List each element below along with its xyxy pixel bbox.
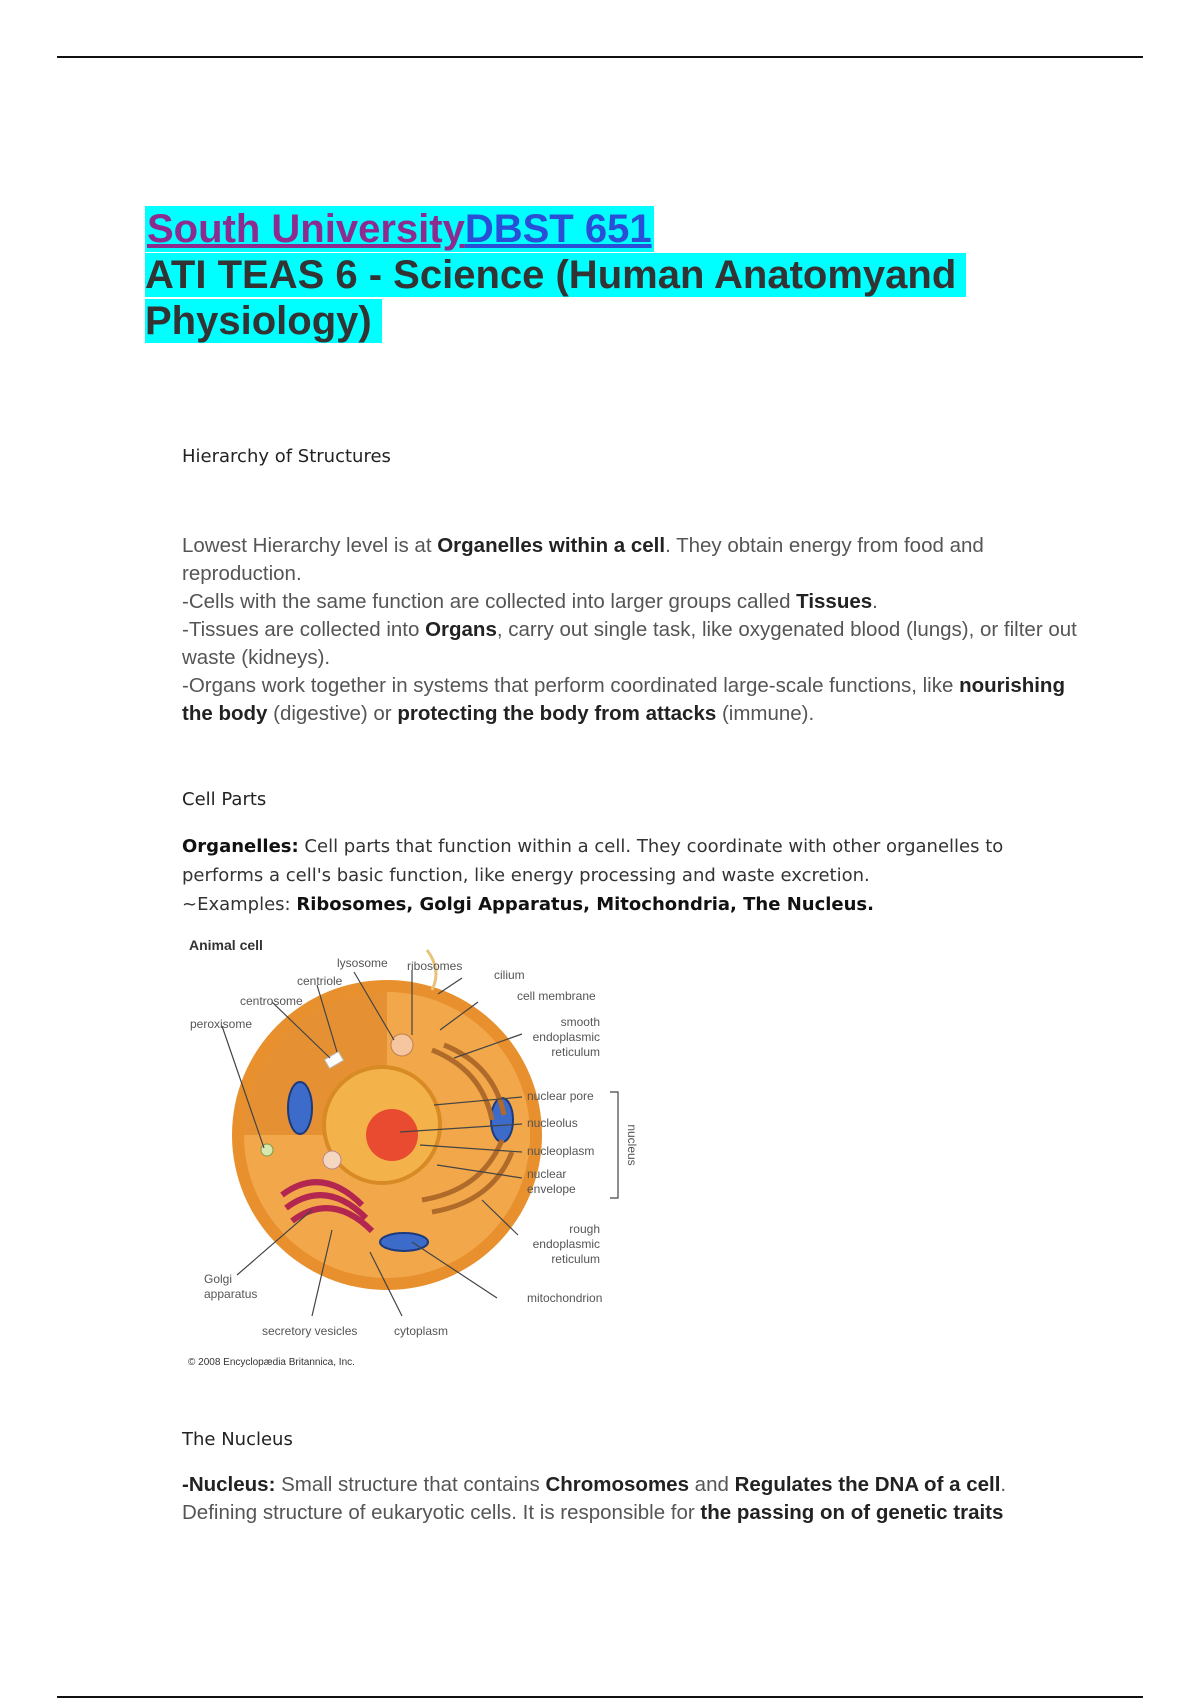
bold-text: Chromosomes: [545, 1473, 689, 1496]
label-peroxisome: peroxisome: [190, 1017, 253, 1031]
text: , carry out single task, like oxygenated blood (lungs), or filter out waste (kidneys).: [182, 618, 1077, 669]
copyright-text: © 2008 Encyclopædia Britannica, Inc.: [188, 1357, 355, 1368]
text: . Defining structure of eukaryotic cells. It is responsible for: [182, 1473, 1007, 1524]
figure-title: Animal cell: [189, 937, 263, 953]
title-line-2: Physiology): [145, 299, 382, 343]
section-heading-hierarchy: Hierarchy of Structures: [182, 446, 391, 467]
text: .: [872, 590, 878, 613]
label-nucleoplasm: nucleoplasm: [527, 1144, 595, 1158]
lysosome-shape: [391, 1034, 413, 1056]
text: (digestive) or: [267, 702, 398, 725]
course-code-link[interactable]: DBST 651: [464, 207, 652, 251]
text: and: [688, 1473, 735, 1496]
label-rough-er-1: rough: [569, 1222, 600, 1236]
label-cytoplasm: cytoplasm: [394, 1324, 449, 1338]
text: ~Examples:: [182, 894, 297, 915]
label-golgi-2: apparatus: [204, 1287, 258, 1301]
text: -Tissues are collected into: [182, 618, 426, 641]
bold-text: Tissues: [796, 590, 873, 613]
label-cilium: cilium: [494, 968, 525, 982]
label-smooth-er-2: endoplasmic: [532, 1030, 600, 1044]
bold-text: Ribosomes, Golgi Apparatus, Mitochondria, The Nucleus.: [296, 894, 874, 915]
label-cell-membrane: cell membrane: [517, 989, 596, 1003]
label-nucleolus: nucleolus: [527, 1116, 578, 1130]
text: (immune).: [716, 702, 815, 725]
top-rule: [57, 56, 1143, 58]
label-nucleus: nucleus: [625, 1124, 639, 1166]
mitochondrion-shape: [288, 1082, 312, 1134]
school-link[interactable]: South University: [147, 207, 465, 251]
nucleolus-shape: [366, 1109, 418, 1161]
text: -Cells with the same function are collected into larger groups called: [182, 590, 797, 613]
hierarchy-paragraph: [182, 532, 1082, 728]
label-centriole: centriole: [297, 974, 343, 988]
bold-text: protecting the body from attacks: [397, 702, 717, 725]
section-heading-nucleus: The Nucleus: [182, 1429, 293, 1450]
label-secretory-vesicles: secretory vesicles: [262, 1324, 358, 1338]
label-rough-er-2: endoplasmic: [532, 1237, 600, 1251]
text: -Organs work together in systems that perform coordinated large-scale functions, like: [182, 674, 960, 697]
title-line-1: ATI TEAS 6 - Science (Human Anatomyand: [145, 253, 966, 297]
label-lysosome: lysosome: [337, 956, 388, 970]
nucleus-bracket: [610, 1092, 618, 1198]
document-title: [145, 252, 966, 344]
label-mitochondrion: mitochondrion: [527, 1291, 603, 1305]
animal-cell-figure: [182, 930, 692, 1375]
label-smooth-er-3: reticulum: [551, 1045, 600, 1059]
text: Cell parts that function within a cell. They coordinate with other organelles to performs a cell's basic function, like energy processing and waste excretion.: [182, 836, 1004, 886]
text: . They obtain energy from food and reproduction.: [182, 534, 984, 585]
vesicle-shape: [323, 1151, 341, 1169]
text: Small structure that contains: [275, 1473, 546, 1496]
animal-cell-diagram: [182, 930, 692, 1375]
label-golgi-1: Golgi: [204, 1272, 233, 1286]
bold-text: Organs: [425, 618, 497, 641]
bold-text: Organelles:: [182, 836, 299, 857]
label-smooth-er-1: smooth: [560, 1015, 600, 1029]
bold-text: -Nucleus:: [182, 1473, 276, 1496]
course-line: [145, 206, 654, 252]
bold-text: Regulates the DNA of a cell: [734, 1473, 1001, 1496]
label-nuclear-envelope-1: nuclear: [527, 1167, 567, 1181]
document-header: [145, 206, 966, 344]
bottom-rule: [57, 1696, 1143, 1698]
cell-parts-paragraph: [182, 832, 1082, 919]
label-centrosome: centrosome: [240, 994, 303, 1008]
bold-text: Organelles within a cell: [437, 534, 666, 557]
bold-text: the passing on of genetic traits: [700, 1501, 1004, 1524]
nucleus-paragraph: [182, 1471, 1082, 1527]
label-ribosomes: ribosomes: [407, 959, 463, 973]
bold-text: nourishing the body: [182, 674, 1065, 725]
section-heading-cell-parts: Cell Parts: [182, 789, 267, 810]
label-nuclear-pore: nuclear pore: [527, 1089, 594, 1103]
label-rough-er-3: reticulum: [551, 1252, 600, 1266]
text: Lowest Hierarchy level is at: [182, 534, 438, 557]
label-nuclear-envelope-2: envelope: [527, 1182, 576, 1196]
